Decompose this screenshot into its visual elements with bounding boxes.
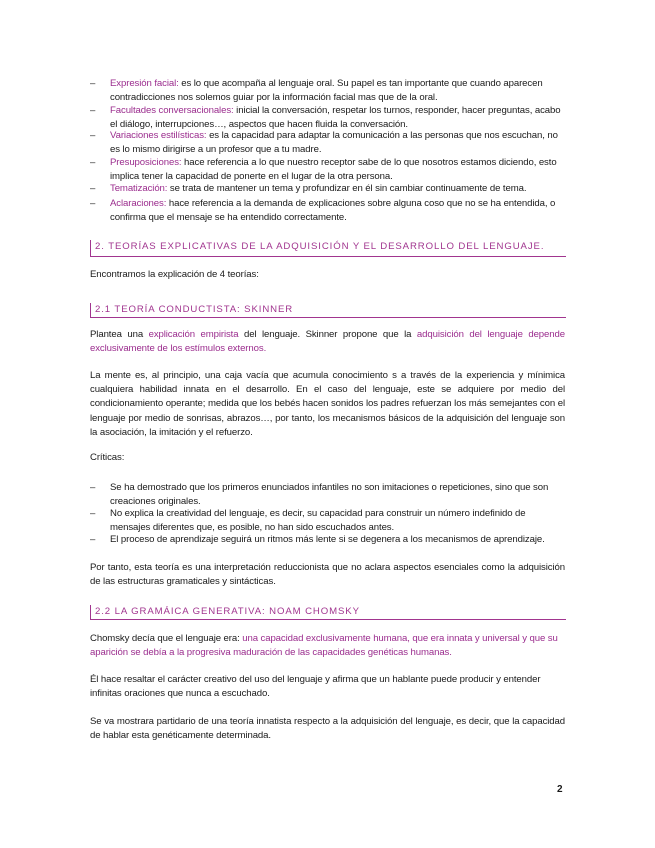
list-item xyxy=(90,507,565,535)
highlight-text: una capacidad exclusivamente humana, que era innata y universal y que su aparición se debía a la progresiva maduración de las capacidades genéticas humanas. xyxy=(90,633,558,659)
bullet-term: Expresión facial: xyxy=(110,78,179,89)
paragraph-text: Plantea una xyxy=(90,329,149,340)
list-item xyxy=(90,182,565,196)
bullet-text: El proceso de aprendizaje seguirá un ritmos más lente si se degenera a los mecanismos de aprendizaje. xyxy=(110,534,545,545)
bullet-dash: – xyxy=(90,78,96,89)
paragraph xyxy=(90,632,565,660)
list-item xyxy=(90,156,565,184)
bullet-text: inicial la conversación, respetar los turnos, responder, hacer preguntas, acabo el diálogo, interrupciones…, aspectos que hacen fluida la conversación. xyxy=(110,105,561,131)
paragraph: La mente es, al principio, una caja vacía que acumula conocimiento s a través de la experiencia y mínimica cualquiera habilidad innata en el desarrollo. En el caso del lenguaje, este se adquiere por medio del condicionamiento operante; medida que los bebés hacen sonidos los padres refuerzan los más semejantes con el lenguaje por medio de sonrisas, abrazos…, por tanto, los mecanismos básicos de la adquisición del lenguaje son la asociación, la imitación y el refuerzo. xyxy=(90,370,565,438)
highlight-text: explicación empirista xyxy=(148,329,239,340)
bullet-dash: – xyxy=(90,482,96,493)
subsection-heading xyxy=(90,605,566,620)
highlight-text: adquisición del lenguaje depende exclusivamente de los estímulos externos. xyxy=(90,329,565,355)
bullet-dash: – xyxy=(90,198,96,209)
subsection-heading xyxy=(90,303,566,318)
bullet-dash: – xyxy=(90,157,96,168)
bullet-text: hace referencia a lo que nuestro receptor sabe de lo que nosotros estamos diciendo, esto implica tener la capacidad de ponerte en el lugar de la otra persona. xyxy=(110,157,557,183)
subsection-heading-text: 2.2 LA GRAMÁICA GENERATIVA: NOAM CHOMSKY xyxy=(95,606,360,617)
list-item xyxy=(90,77,565,105)
paragraph xyxy=(90,328,565,356)
criticas-label: Críticas: xyxy=(90,452,125,463)
paragraph-text: Chomsky decía que el lenguaje era: xyxy=(90,633,243,644)
list-item xyxy=(90,481,565,509)
bullet-dash: – xyxy=(90,183,96,194)
section-intro: Encontramos la explicación de 4 teorías: xyxy=(90,269,259,280)
paragraph: Por tanto, esta teoría es una interpretación reduccionista que no aclara aspectos esenciales como la adquisición de las estructuras gramaticales y sintácticas. xyxy=(90,562,565,588)
list-item xyxy=(90,197,565,225)
list-item xyxy=(90,533,565,547)
paragraph: Él hace resaltar el carácter creativo del uso del lenguaje y afirma que un hablante puede producir y entender infinitas oraciones que nunca a escuchado. xyxy=(90,674,541,700)
bullet-text: es la capacidad para adaptar la comunicación a las personas que nos escuchan, no es lo mismo dirigirse a un profesor que a tu madre. xyxy=(110,130,558,156)
bullet-text: se trata de mantener un tema y profundizar en él sin cambiar continuamente de tema. xyxy=(167,183,527,194)
bullet-dash: – xyxy=(90,130,96,141)
bullet-text: hace referencia a la demanda de explicaciones sobre alguna coso que no se ha entendida, o confirma que el mensaje se ha entendido correctamente. xyxy=(110,198,556,224)
bullet-dash: – xyxy=(90,105,96,116)
bullet-dash: – xyxy=(90,508,96,519)
bullet-term: Presuposiciones: xyxy=(110,157,182,168)
subsection-heading-text: 2.1 TEORÍA CONDUCTISTA: SKINNER xyxy=(95,304,294,315)
paragraph-text: del lenguaje. Skinner propone que la xyxy=(238,329,417,340)
list-item xyxy=(90,129,565,157)
section-heading xyxy=(90,240,566,257)
paragraph: Se va mostrara partidario de una teoría innatista respecto a la adquisición del lenguaje, es decir, que la capacidad de hablar esta genéticamente determinada. xyxy=(90,716,565,742)
bullet-dash: – xyxy=(90,534,96,545)
section-heading-text: 2. TEORÍAS EXPLICATIVAS DE LA ADQUISICIÓN Y EL DESARROLLO DEL LENGUAJE. xyxy=(95,241,545,252)
bullet-term: Aclaraciones: xyxy=(110,198,167,209)
bullet-text: es lo que acompaña al lenguaje oral. Su papel es tan importante que cuando aparecen contradicciones nos solemos guiar por la información facial mas que de la oral. xyxy=(110,78,543,104)
bullet-text: Se ha demostrado que los primeros enunciados infantiles no son imitaciones o repeticiones, sino que son creaciones originales. xyxy=(110,482,549,508)
bullet-term: Variaciones estilísticas: xyxy=(110,130,207,141)
page-number: 2 xyxy=(557,784,563,795)
bullet-term: Tematización: xyxy=(110,183,168,194)
bullet-term: Facultades conversacionales: xyxy=(110,105,234,116)
bullet-text: No explica la creatividad del lenguaje, es decir, su capacidad para construir un número indefinido de mensajes diferentes que, es posible, no han sido escuchados antes. xyxy=(110,508,526,534)
